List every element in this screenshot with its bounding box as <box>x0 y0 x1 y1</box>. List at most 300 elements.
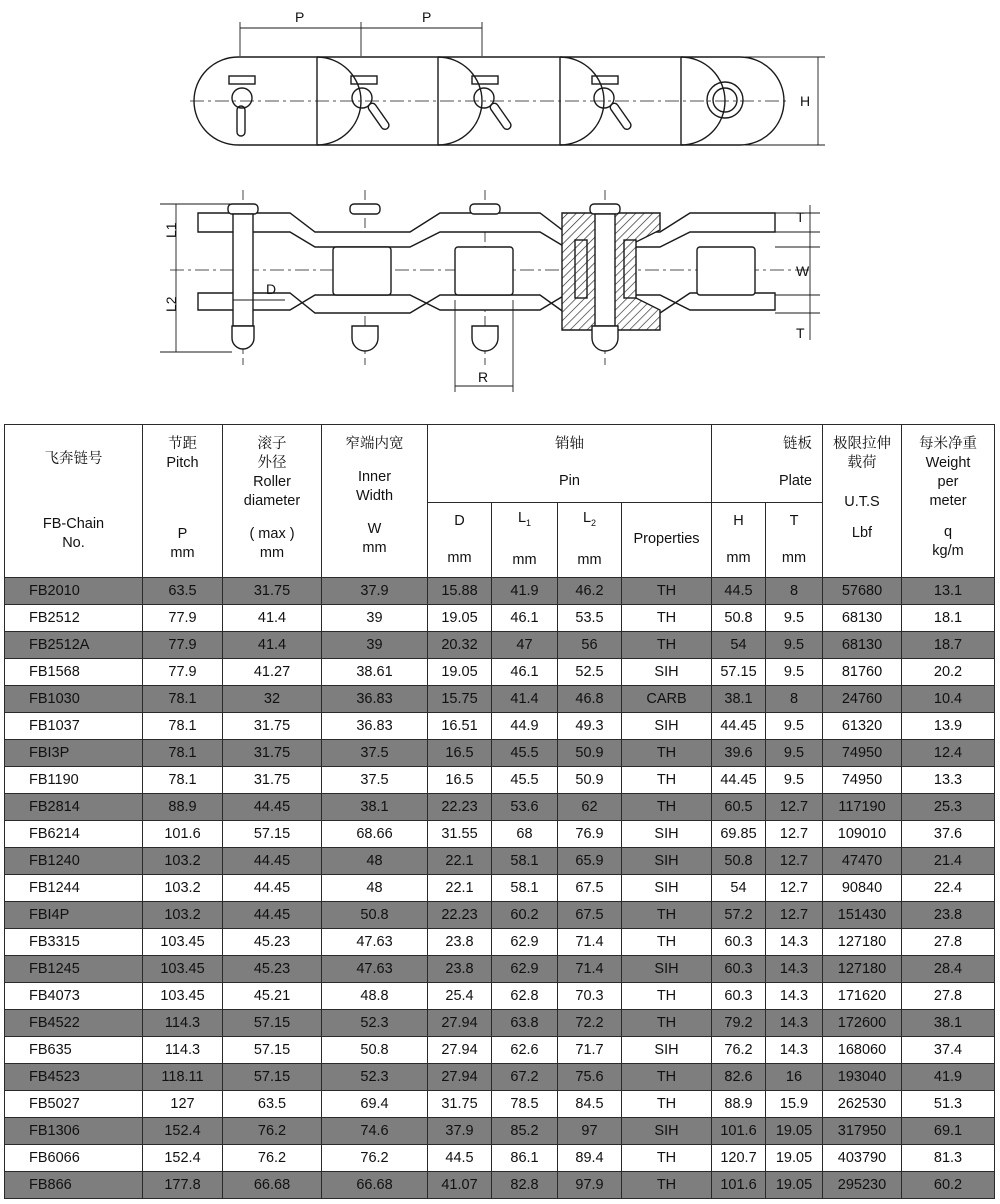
table-row <box>5 983 995 1010</box>
cell-plate-h: 120.7 <box>712 1145 766 1172</box>
cell-inner-width: 36.83 <box>322 713 428 740</box>
cell-pin-l2: 49.3 <box>558 713 622 740</box>
cell-model: FB3315 <box>5 929 143 956</box>
cell-inner-width: 38.61 <box>322 659 428 686</box>
cell-pin-properties: SIH <box>622 848 712 875</box>
cell-pin-l1: 46.1 <box>492 605 558 632</box>
header-weight-unit: kg/m <box>932 543 964 559</box>
cell-model: FB2814 <box>5 794 143 821</box>
thickness-label-top: T <box>796 209 805 225</box>
cell-uts: 168060 <box>823 1037 902 1064</box>
cell-pitch: 152.4 <box>143 1145 223 1172</box>
cell-uts: 68130 <box>823 632 902 659</box>
header-l1-sym <box>492 509 557 533</box>
cell-plate-t: 8 <box>766 578 823 605</box>
cell-pin-properties: TH <box>622 902 712 929</box>
header-weight-en1: Weight <box>925 455 971 471</box>
cell-pitch: 77.9 <box>143 632 223 659</box>
header-plate-t <box>766 502 823 578</box>
cell-weight: 81.3 <box>902 1145 995 1172</box>
header-chain-cn: 飞奔链号 <box>44 450 103 467</box>
header-weight-cn: 每米净重 <box>919 436 977 452</box>
cell-pitch: 103.45 <box>143 956 223 983</box>
header-d-unit: mm <box>447 549 472 566</box>
cell-pitch: 101.6 <box>143 821 223 848</box>
cell-model: FB1306 <box>5 1118 143 1145</box>
cell-pin-d: 16.51 <box>428 713 492 740</box>
cell-inner-width: 66.68 <box>322 1172 428 1199</box>
header-roller-cn2: 外径 <box>257 455 287 471</box>
table-row <box>5 821 995 848</box>
cell-pin-d: 44.5 <box>428 1145 492 1172</box>
cell-model: FB1568 <box>5 659 143 686</box>
cell-pitch: 78.1 <box>143 713 223 740</box>
cell-pin-d: 23.8 <box>428 929 492 956</box>
cell-weight: 27.8 <box>902 929 995 956</box>
header-uts <box>823 425 902 578</box>
cell-pitch: 78.1 <box>143 767 223 794</box>
cell-plate-h: 82.6 <box>712 1064 766 1091</box>
header-plate-en: Plate <box>778 473 812 490</box>
cell-pin-l1: 47 <box>492 632 558 659</box>
cell-roller-diameter: 63.5 <box>223 1091 322 1118</box>
cell-pin-d: 19.05 <box>428 605 492 632</box>
cell-pitch: 103.45 <box>143 929 223 956</box>
header-pin-group <box>428 425 712 503</box>
cell-pin-l1: 85.2 <box>492 1118 558 1145</box>
cell-inner-width: 38.1 <box>322 794 428 821</box>
header-width-unit: mm <box>362 540 387 556</box>
cell-inner-width: 48 <box>322 875 428 902</box>
cell-roller-diameter: 57.15 <box>223 1064 322 1091</box>
header-h-unit: mm <box>726 549 751 566</box>
cell-pin-l2: 84.5 <box>558 1091 622 1118</box>
table-row <box>5 578 995 605</box>
cell-pitch: 103.2 <box>143 848 223 875</box>
cell-pin-d: 16.5 <box>428 740 492 767</box>
cell-pitch: 127 <box>143 1091 223 1118</box>
cell-roller-diameter: 45.23 <box>223 956 322 983</box>
header-l2-sym <box>558 509 621 533</box>
table-row <box>5 767 995 794</box>
cell-weight: 13.1 <box>902 578 995 605</box>
cell-uts: 57680 <box>823 578 902 605</box>
l1-label: L1 <box>163 222 179 238</box>
cell-pin-properties: TH <box>622 1010 712 1037</box>
header-h-sym: H <box>733 512 744 529</box>
cell-plate-h: 44.45 <box>712 713 766 740</box>
cell-pin-l2: 50.9 <box>558 740 622 767</box>
cell-pitch: 177.8 <box>143 1172 223 1199</box>
cell-plate-t: 12.7 <box>766 875 823 902</box>
header-width-cn: 窄端内宽 <box>345 436 404 452</box>
cell-pin-l1: 68 <box>492 821 558 848</box>
table-row <box>5 1091 995 1118</box>
chain-spec-table <box>4 424 995 1199</box>
cell-pin-l1: 60.2 <box>492 902 558 929</box>
table-row <box>5 956 995 983</box>
cell-pin-l1: 45.5 <box>492 767 558 794</box>
cell-roller-diameter: 45.23 <box>223 929 322 956</box>
cell-plate-t: 9.5 <box>766 659 823 686</box>
cell-pin-l2: 89.4 <box>558 1145 622 1172</box>
cell-uts: 81760 <box>823 659 902 686</box>
cell-pin-l1: 58.1 <box>492 848 558 875</box>
cell-pin-properties: TH <box>622 1172 712 1199</box>
table-row <box>5 875 995 902</box>
cell-pin-l2: 76.9 <box>558 821 622 848</box>
cell-uts: 74950 <box>823 767 902 794</box>
cell-pin-l1: 62.6 <box>492 1037 558 1064</box>
cell-weight: 38.1 <box>902 1010 995 1037</box>
cell-plate-t: 14.3 <box>766 983 823 1010</box>
cell-model: FB866 <box>5 1172 143 1199</box>
cell-model: FB1240 <box>5 848 143 875</box>
cell-pitch: 103.2 <box>143 902 223 929</box>
cell-pin-l2: 71.4 <box>558 929 622 956</box>
cell-weight: 51.3 <box>902 1091 995 1118</box>
header-pin-l1 <box>492 502 558 578</box>
header-pitch-sym: P <box>177 526 188 542</box>
cell-plate-t: 15.9 <box>766 1091 823 1118</box>
cell-pin-properties: TH <box>622 1145 712 1172</box>
side-view <box>160 190 820 392</box>
cell-pin-l2: 67.5 <box>558 875 622 902</box>
header-roller-en1: Roller <box>253 474 291 490</box>
header-pitch <box>143 425 223 578</box>
cell-plate-t: 14.3 <box>766 956 823 983</box>
cell-model: FB1030 <box>5 686 143 713</box>
cell-pin-l1: 46.1 <box>492 659 558 686</box>
cell-weight: 22.4 <box>902 875 995 902</box>
cell-roller-diameter: 76.2 <box>223 1118 322 1145</box>
thickness-label-bottom: T <box>796 325 805 341</box>
cell-plate-h: 60.3 <box>712 929 766 956</box>
cell-pin-l2: 71.4 <box>558 956 622 983</box>
cell-pin-l2: 52.5 <box>558 659 622 686</box>
cell-plate-t: 19.05 <box>766 1118 823 1145</box>
cell-uts: 109010 <box>823 821 902 848</box>
header-chain-no-text: No. <box>62 534 85 551</box>
cell-inner-width: 39 <box>322 605 428 632</box>
header-weight-en2: per <box>937 474 959 490</box>
cell-weight: 13.3 <box>902 767 995 794</box>
header-weight <box>902 425 995 578</box>
header-roller-unit: mm <box>259 545 285 561</box>
cell-pin-l2: 70.3 <box>558 983 622 1010</box>
cell-pin-l2: 50.9 <box>558 767 622 794</box>
cell-plate-h: 39.6 <box>712 740 766 767</box>
cell-uts: 24760 <box>823 686 902 713</box>
header-l2-unit: mm <box>577 552 602 569</box>
cell-plate-t: 12.7 <box>766 902 823 929</box>
cell-roller-diameter: 32 <box>223 686 322 713</box>
header-plate-group <box>712 425 823 503</box>
cell-pin-d: 27.94 <box>428 1010 492 1037</box>
cell-pin-properties: SIH <box>622 659 712 686</box>
cell-plate-h: 57.2 <box>712 902 766 929</box>
cell-inner-width: 47.63 <box>322 956 428 983</box>
cell-pin-properties: TH <box>622 794 712 821</box>
table-row <box>5 659 995 686</box>
cell-pin-l1: 86.1 <box>492 1145 558 1172</box>
l2-label: L2 <box>163 296 179 312</box>
cell-model: FB6066 <box>5 1145 143 1172</box>
header-width-en2: Width <box>355 488 394 504</box>
table-row <box>5 902 995 929</box>
cell-model: FB4522 <box>5 1010 143 1037</box>
cell-inner-width: 52.3 <box>322 1064 428 1091</box>
header-pin-d <box>428 502 492 578</box>
cell-plate-t: 16 <box>766 1064 823 1091</box>
cell-pin-d: 22.23 <box>428 902 492 929</box>
cell-uts: 127180 <box>823 929 902 956</box>
cell-plate-t: 9.5 <box>766 713 823 740</box>
table-row <box>5 686 995 713</box>
cell-uts: 171620 <box>823 983 902 1010</box>
cell-pin-d: 41.07 <box>428 1172 492 1199</box>
header-pitch-cn: 节距 <box>168 436 197 452</box>
table-body <box>5 578 995 1199</box>
header-t-sym: T <box>789 512 799 529</box>
cell-pitch: 118.11 <box>143 1064 223 1091</box>
table-row <box>5 1118 995 1145</box>
cell-model: FB1244 <box>5 875 143 902</box>
table-row <box>5 1064 995 1091</box>
cell-pin-d: 37.9 <box>428 1118 492 1145</box>
cell-plate-t: 9.5 <box>766 632 823 659</box>
header-l1-unit: mm <box>512 552 537 569</box>
cell-plate-t: 9.5 <box>766 740 823 767</box>
header-properties-text: Properties <box>633 531 700 548</box>
table-row <box>5 1172 995 1199</box>
cell-inner-width: 50.8 <box>322 902 428 929</box>
header-width-en1: Inner <box>357 469 392 485</box>
cell-roller-diameter: 57.15 <box>223 1010 322 1037</box>
cell-weight: 18.1 <box>902 605 995 632</box>
cell-plate-h: 76.2 <box>712 1037 766 1064</box>
cell-model: FBI3P <box>5 740 143 767</box>
cell-pin-d: 31.75 <box>428 1091 492 1118</box>
cell-pin-l2: 71.7 <box>558 1037 622 1064</box>
cell-pin-properties: SIH <box>622 821 712 848</box>
cell-roller-diameter: 57.15 <box>223 1037 322 1064</box>
cell-roller-diameter: 41.27 <box>223 659 322 686</box>
cell-pitch: 114.3 <box>143 1037 223 1064</box>
header-uts-cn1: 极限拉伸 <box>833 436 891 452</box>
cell-pin-l1: 78.5 <box>492 1091 558 1118</box>
cell-pin-l1: 62.9 <box>492 956 558 983</box>
cell-inner-width: 39 <box>322 632 428 659</box>
table-row <box>5 713 995 740</box>
header-roller <box>223 425 322 578</box>
header-l2-sub: 2 <box>591 518 597 529</box>
cell-roller-diameter: 45.21 <box>223 983 322 1010</box>
cell-weight: 25.3 <box>902 794 995 821</box>
cell-plate-t: 12.7 <box>766 821 823 848</box>
cell-plate-h: 44.45 <box>712 767 766 794</box>
cell-pin-l2: 46.2 <box>558 578 622 605</box>
cell-pin-l1: 82.8 <box>492 1172 558 1199</box>
cell-pin-l1: 41.4 <box>492 686 558 713</box>
cell-roller-diameter: 76.2 <box>223 1145 322 1172</box>
header-width-sym: W <box>367 521 382 537</box>
cell-pin-l2: 97 <box>558 1118 622 1145</box>
cell-plate-t: 14.3 <box>766 1010 823 1037</box>
cell-pin-l2: 65.9 <box>558 848 622 875</box>
cell-pin-d: 19.05 <box>428 659 492 686</box>
header-uts-cn2: 载荷 <box>847 455 877 471</box>
cell-pin-l2: 72.2 <box>558 1010 622 1037</box>
cell-pin-properties: TH <box>622 983 712 1010</box>
cell-pin-l1: 53.6 <box>492 794 558 821</box>
cell-weight: 60.2 <box>902 1172 995 1199</box>
roller-r-label: R <box>478 369 489 385</box>
cell-model: FB635 <box>5 1037 143 1064</box>
cell-model: FB6214 <box>5 821 143 848</box>
header-inner-width <box>322 425 428 578</box>
table-row <box>5 1145 995 1172</box>
header-l1-sub: 1 <box>526 518 532 529</box>
pitch-label-2: P <box>422 9 432 25</box>
cell-roller-diameter: 31.75 <box>223 713 322 740</box>
cell-roller-diameter: 31.75 <box>223 767 322 794</box>
header-t-unit: mm <box>781 549 807 566</box>
cell-pin-properties: TH <box>622 632 712 659</box>
cell-pin-d: 15.75 <box>428 686 492 713</box>
table-row <box>5 1037 995 1064</box>
cell-plate-t: 14.3 <box>766 929 823 956</box>
cell-pin-properties: SIH <box>622 1037 712 1064</box>
header-pitch-en: Pitch <box>166 455 199 471</box>
cell-plate-h: 38.1 <box>712 686 766 713</box>
header-pin-en: Pin <box>559 473 580 490</box>
cell-roller-diameter: 41.4 <box>223 632 322 659</box>
cell-pin-l1: 41.9 <box>492 578 558 605</box>
height-label: H <box>800 93 811 109</box>
cell-uts: 61320 <box>823 713 902 740</box>
cell-pitch: 63.5 <box>143 578 223 605</box>
cell-uts: 172600 <box>823 1010 902 1037</box>
header-roller-en2: diameter <box>243 493 301 509</box>
header-l1-letter: L <box>517 510 527 527</box>
cell-plate-h: 69.85 <box>712 821 766 848</box>
cell-pitch: 152.4 <box>143 1118 223 1145</box>
cell-pin-properties: TH <box>622 1064 712 1091</box>
cell-pin-properties: TH <box>622 767 712 794</box>
cell-pin-properties: TH <box>622 929 712 956</box>
cell-pin-l1: 63.8 <box>492 1010 558 1037</box>
cell-pin-d: 15.88 <box>428 578 492 605</box>
cell-plate-t: 8 <box>766 686 823 713</box>
cell-plate-h: 54 <box>712 632 766 659</box>
cell-pin-l1: 45.5 <box>492 740 558 767</box>
cell-plate-t: 12.7 <box>766 848 823 875</box>
cell-pin-d: 27.94 <box>428 1064 492 1091</box>
cell-uts: 47470 <box>823 848 902 875</box>
header-pin-l2 <box>558 502 622 578</box>
cell-model: FB2010 <box>5 578 143 605</box>
cell-pitch: 78.1 <box>143 686 223 713</box>
table-row <box>5 794 995 821</box>
cell-roller-diameter: 44.45 <box>223 902 322 929</box>
cell-weight: 23.8 <box>902 902 995 929</box>
cell-pin-l2: 97.9 <box>558 1172 622 1199</box>
cell-weight: 13.9 <box>902 713 995 740</box>
cell-plate-t: 19.05 <box>766 1172 823 1199</box>
header-uts-unit: Lbf <box>851 525 873 541</box>
cell-plate-t: 12.7 <box>766 794 823 821</box>
header-roller-cn1: 滚子 <box>257 436 287 452</box>
header-chain-no <box>5 425 143 578</box>
cell-weight: 12.4 <box>902 740 995 767</box>
cell-pin-d: 16.5 <box>428 767 492 794</box>
cell-weight: 37.4 <box>902 1037 995 1064</box>
cell-pin-d: 22.23 <box>428 794 492 821</box>
table-row <box>5 605 995 632</box>
cell-pin-l2: 62 <box>558 794 622 821</box>
cell-uts: 403790 <box>823 1145 902 1172</box>
cell-inner-width: 37.5 <box>322 767 428 794</box>
header-pin-cn: 销轴 <box>555 436 584 453</box>
cell-pin-l1: 67.2 <box>492 1064 558 1091</box>
header-roller-sym: ( max ) <box>249 526 295 542</box>
table-row <box>5 929 995 956</box>
cell-plate-t: 9.5 <box>766 605 823 632</box>
cell-pin-properties: TH <box>622 578 712 605</box>
cell-weight: 21.4 <box>902 848 995 875</box>
cell-pin-d: 27.94 <box>428 1037 492 1064</box>
cell-pin-l1: 58.1 <box>492 875 558 902</box>
cell-pin-l2: 67.5 <box>558 902 622 929</box>
cell-inner-width: 68.66 <box>322 821 428 848</box>
cell-roller-diameter: 41.4 <box>223 605 322 632</box>
cell-plate-h: 101.6 <box>712 1172 766 1199</box>
cell-uts: 151430 <box>823 902 902 929</box>
cell-roller-diameter: 44.45 <box>223 794 322 821</box>
cell-plate-h: 60.5 <box>712 794 766 821</box>
cell-inner-width: 69.4 <box>322 1091 428 1118</box>
cell-pin-properties: TH <box>622 1091 712 1118</box>
cell-pin-d: 22.1 <box>428 875 492 902</box>
cell-plate-h: 57.15 <box>712 659 766 686</box>
header-l2-letter: L <box>582 510 592 527</box>
cell-uts: 262530 <box>823 1091 902 1118</box>
cell-plate-h: 101.6 <box>712 1118 766 1145</box>
cell-uts: 90840 <box>823 875 902 902</box>
pin-d-label: D <box>266 281 277 297</box>
cell-weight: 37.6 <box>902 821 995 848</box>
cell-model: FB5027 <box>5 1091 143 1118</box>
cell-pin-l2: 53.5 <box>558 605 622 632</box>
cell-uts: 74950 <box>823 740 902 767</box>
cell-pin-properties: TH <box>622 740 712 767</box>
cell-inner-width: 74.6 <box>322 1118 428 1145</box>
header-d-sym: D <box>454 512 465 529</box>
cell-plate-h: 54 <box>712 875 766 902</box>
cell-weight: 18.7 <box>902 632 995 659</box>
header-chain-en: FB-Chain <box>42 515 105 532</box>
cell-uts: 127180 <box>823 956 902 983</box>
cell-weight: 20.2 <box>902 659 995 686</box>
table-row <box>5 1010 995 1037</box>
header-pin-properties <box>622 502 712 578</box>
top-view <box>190 22 825 145</box>
cell-pin-l2: 46.8 <box>558 686 622 713</box>
cell-uts: 193040 <box>823 1064 902 1091</box>
cell-weight: 41.9 <box>902 1064 995 1091</box>
table-row <box>5 632 995 659</box>
